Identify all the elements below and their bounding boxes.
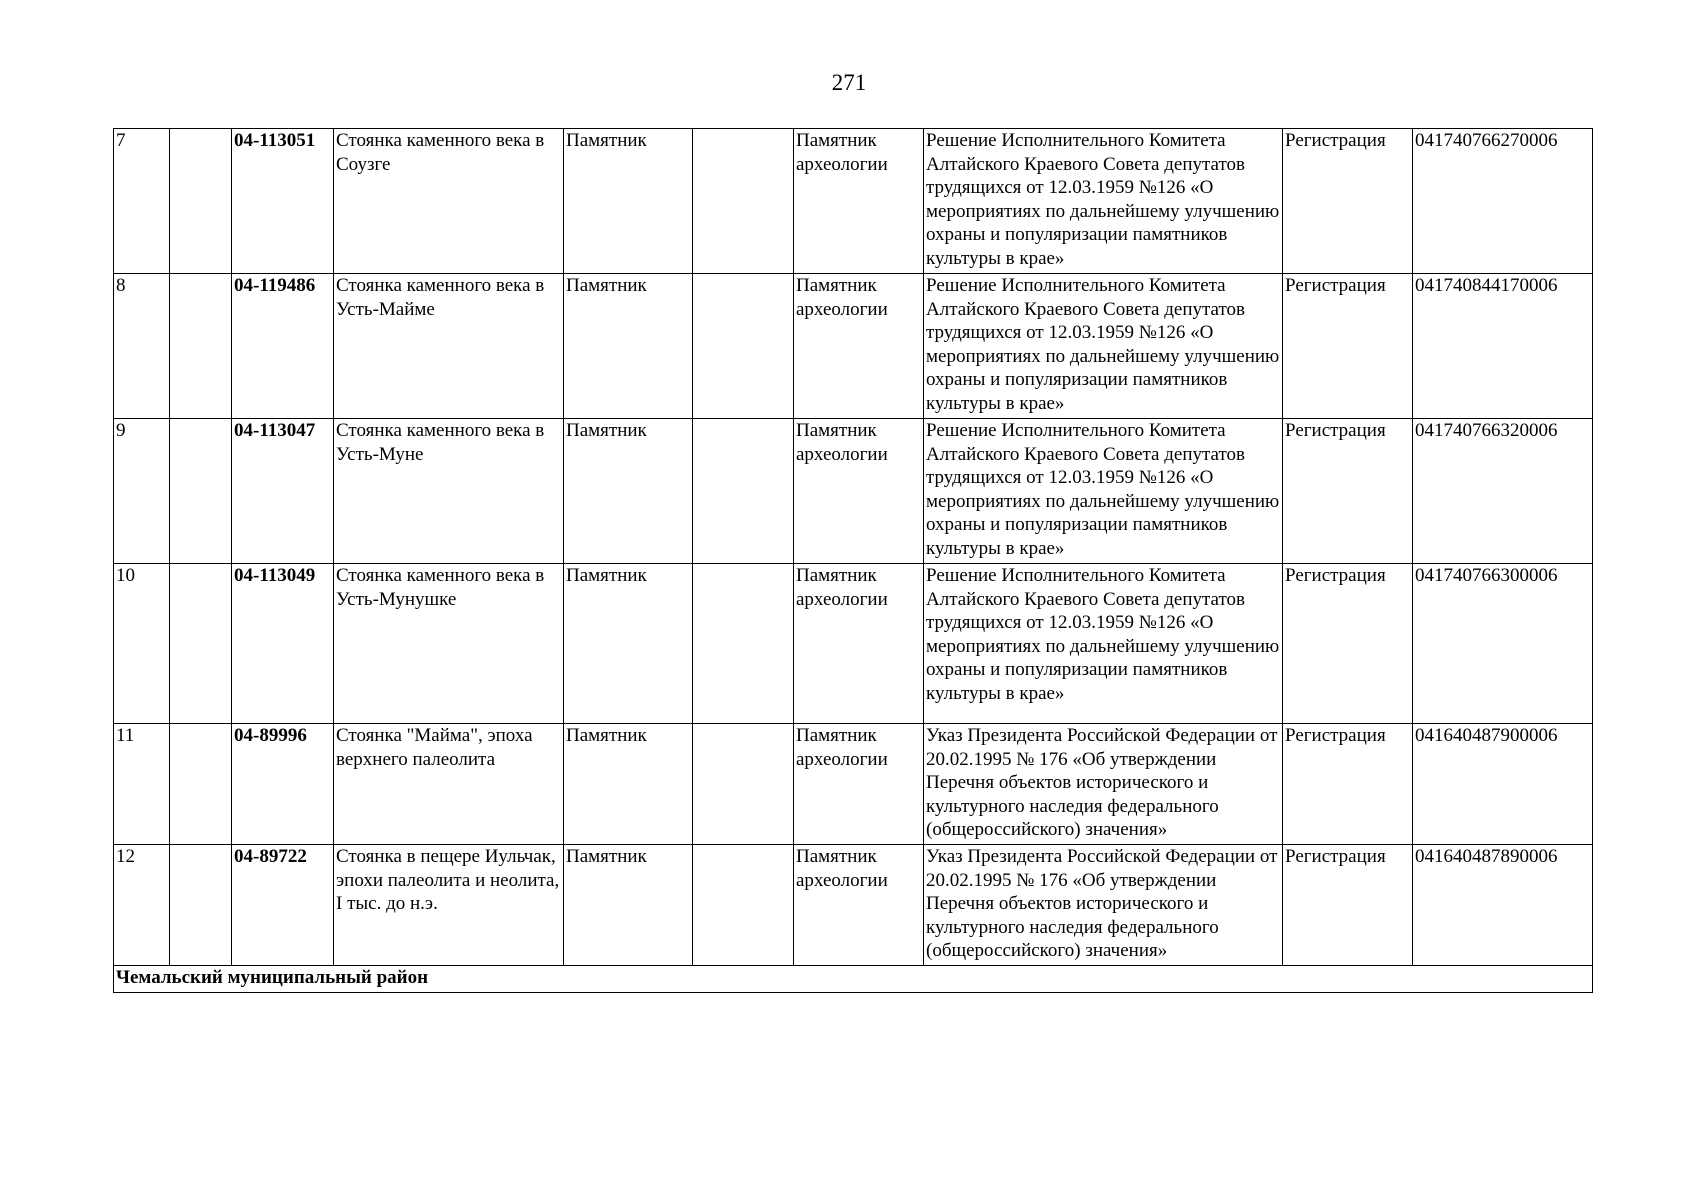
empty-cell — [693, 845, 794, 966]
registration-number: 041640487900006 — [1413, 724, 1593, 845]
object-type: Памятник археологии — [794, 419, 924, 564]
object-name: Стоянка каменного века в Усть-Мунушке — [334, 564, 564, 724]
registration-number: 041640487890006 — [1413, 845, 1593, 966]
empty-cell — [170, 724, 232, 845]
table-row — [114, 419, 1593, 564]
empty-cell — [693, 724, 794, 845]
empty-cell — [170, 419, 232, 564]
table-row — [114, 724, 1593, 845]
empty-cell — [170, 274, 232, 419]
legal-document: Решение Исполнительного Комитета Алтайского Краевого Совета депутатов трудящихся от 12.03.1959 №126 «О мероприятиях по дальнейшему улучшению охраны и популяризации памятников культуры в крае» — [924, 129, 1283, 274]
object-code: 04-113047 — [232, 419, 334, 564]
object-name: Стоянка "Майма", эпоха верхнего палеолита — [334, 724, 564, 845]
legal-document: Решение Исполнительного Комитета Алтайского Краевого Совета депутатов трудящихся от 12.03.1959 №126 «О мероприятиях по дальнейшему улучшению охраны и популяризации памятников культуры в крае» — [924, 274, 1283, 419]
registry-action: Регистрация — [1283, 274, 1413, 419]
row-number: 8 — [114, 274, 170, 419]
object-name: Стоянка каменного века в Усть-Муне — [334, 419, 564, 564]
registration-number: 041740844170006 — [1413, 274, 1593, 419]
table-row — [114, 129, 1593, 274]
row-number: 11 — [114, 724, 170, 845]
registration-number: 041740766320006 — [1413, 419, 1593, 564]
object-code: 04-89722 — [232, 845, 334, 966]
object-name: Стоянка в пещере Иульчак, эпохи палеолита и неолита, I тыс. до н.э. — [334, 845, 564, 966]
object-type: Памятник археологии — [794, 274, 924, 419]
heritage-registry-table — [113, 128, 1593, 993]
object-category: Памятник — [564, 419, 693, 564]
registry-action: Регистрация — [1283, 845, 1413, 966]
object-name: Стоянка каменного века в Усть-Майме — [334, 274, 564, 419]
empty-cell — [170, 564, 232, 724]
legal-document: Решение Исполнительного Комитета Алтайского Краевого Совета депутатов трудящихся от 12.03.1959 №126 «О мероприятиях по дальнейшему улучшению охраны и популяризации памятников культуры в крае» — [924, 564, 1283, 724]
object-name: Стоянка каменного века в Соузге — [334, 129, 564, 274]
object-code: 04-119486 — [232, 274, 334, 419]
object-category: Памятник — [564, 724, 693, 845]
object-type: Памятник археологии — [794, 845, 924, 966]
table-row — [114, 564, 1593, 724]
row-number: 10 — [114, 564, 170, 724]
registry-action: Регистрация — [1283, 419, 1413, 564]
object-category: Памятник — [564, 274, 693, 419]
registry-action: Регистрация — [1283, 564, 1413, 724]
object-category: Памятник — [564, 564, 693, 724]
row-number: 9 — [114, 419, 170, 564]
page-number: 271 — [831, 70, 867, 95]
empty-cell — [693, 129, 794, 274]
object-type: Памятник археологии — [794, 129, 924, 274]
object-category: Памятник — [564, 845, 693, 966]
registry-action: Регистрация — [1283, 129, 1413, 274]
object-code: 04-89996 — [232, 724, 334, 845]
legal-document: Указ Президента Российской Федерации от 20.02.1995 № 176 «Об утверждении Перечня объектов исторического и культурного наследия федерального (общероссийского) значения» — [924, 845, 1283, 966]
object-type: Памятник археологии — [794, 724, 924, 845]
object-code: 04-113051 — [232, 129, 334, 274]
object-category: Памятник — [564, 129, 693, 274]
table-row — [114, 274, 1593, 419]
object-type: Памятник археологии — [794, 564, 924, 724]
district-heading: Чемальский муниципальный район — [114, 966, 1593, 993]
legal-document: Указ Президента Российской Федерации от 20.02.1995 № 176 «Об утверждении Перечня объектов исторического и культурного наследия федерального (общероссийского) значения» — [924, 724, 1283, 845]
district-heading-row — [114, 966, 1593, 993]
empty-cell — [693, 274, 794, 419]
empty-cell — [170, 129, 232, 274]
registration-number: 041740766270006 — [1413, 129, 1593, 274]
row-number: 7 — [114, 129, 170, 274]
row-number: 12 — [114, 845, 170, 966]
table-row — [114, 845, 1593, 966]
object-code: 04-113049 — [232, 564, 334, 724]
registration-number: 041740766300006 — [1413, 564, 1593, 724]
legal-document: Решение Исполнительного Комитета Алтайского Краевого Совета депутатов трудящихся от 12.03.1959 №126 «О мероприятиях по дальнейшему улучшению охраны и популяризации памятников культуры в крае» — [924, 419, 1283, 564]
empty-cell — [170, 845, 232, 966]
empty-cell — [693, 564, 794, 724]
registry-action: Регистрация — [1283, 724, 1413, 845]
empty-cell — [693, 419, 794, 564]
